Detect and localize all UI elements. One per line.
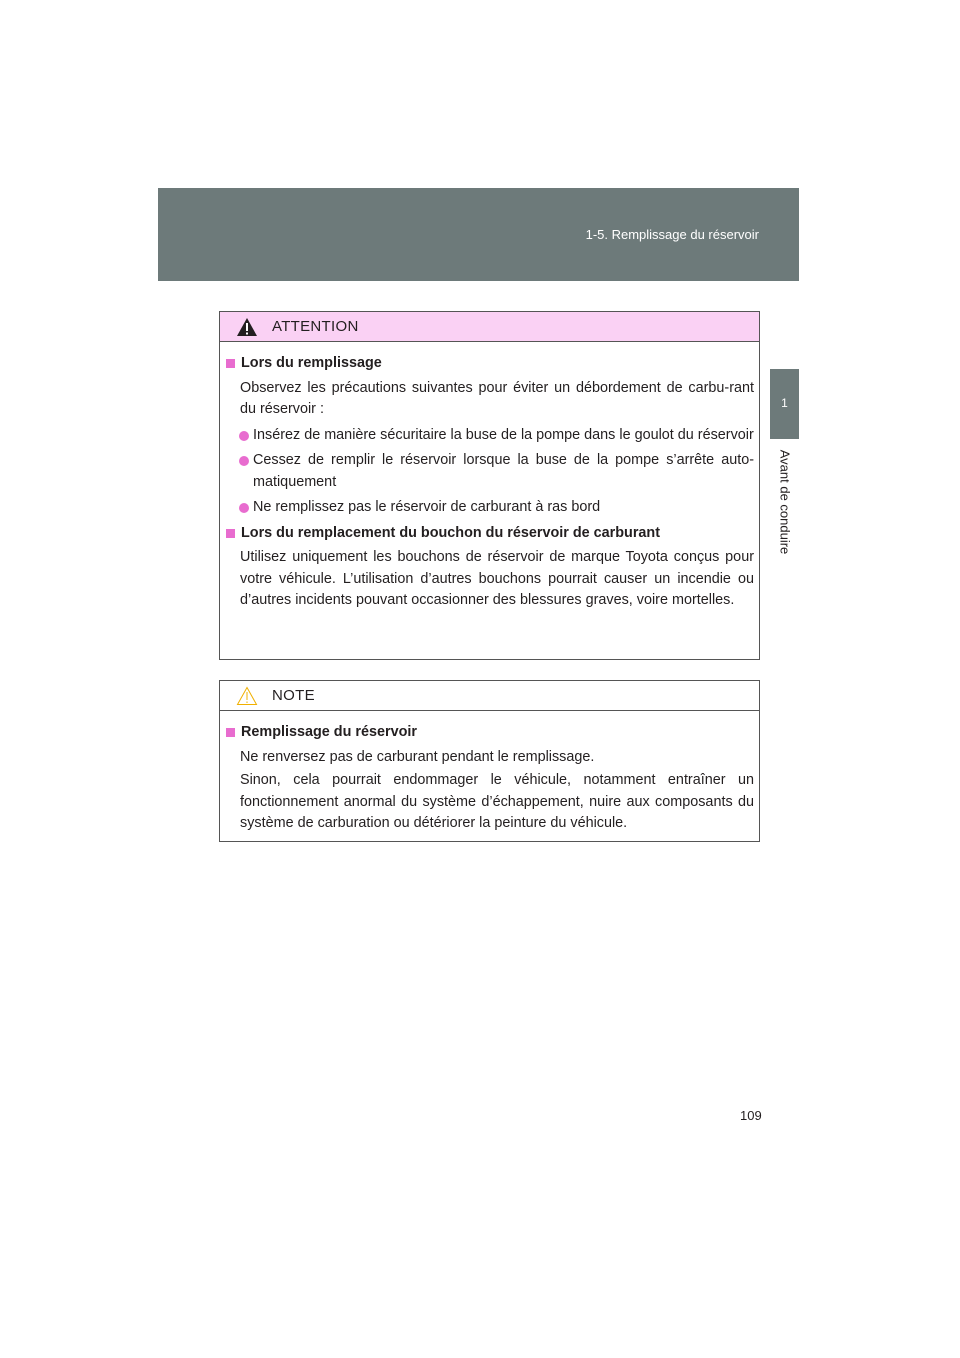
heading-text: Lors du remplissage — [241, 355, 382, 371]
section-heading — [224, 722, 754, 744]
chapter-number: 1 — [781, 396, 788, 410]
note-title: NOTE — [272, 687, 315, 704]
list-item — [224, 425, 754, 447]
paragraph: Sinon, cela pourrait endommager le véhicule, notamment entraîner un fonctionnement anormal du système d’échappement, nuire aux composants du système de carburation ou détériorer la peinture du véhicule. — [240, 772, 754, 831]
heading-text: Lors du remplacement du bouchon du réservoir de carburant — [241, 524, 661, 541]
paragraph: Observez les précautions suivantes pour éviter un débordement de carbu-rant du réservoir : — [240, 379, 754, 417]
chapter-label: Avant de conduire — [777, 449, 793, 555]
paragraph: Utilisez uniquement les bouchons de réservoir de marque Toyota conçus pour votre véhicule. L’utilisation d’autres bouchons pourrait causer un incendie ou d’autres incidents pouvant occasionner des blessures graves, voire mortelles. — [240, 549, 754, 608]
round-bullet-icon — [239, 456, 249, 466]
attention-header — [220, 312, 759, 342]
header-band — [158, 188, 799, 281]
square-bullet-icon — [226, 359, 235, 368]
attention-body — [220, 342, 759, 612]
chapter-tab[interactable] — [770, 369, 799, 439]
list-item — [224, 450, 754, 493]
square-bullet-icon — [226, 529, 235, 538]
attention-box — [219, 311, 760, 660]
list-item-text: Cessez de remplir le réservoir lorsque la buse de la pompe s’arrête auto-matiquement — [253, 452, 754, 490]
note-body — [220, 711, 759, 835]
page-number: 109 — [740, 1108, 762, 1123]
section-heading — [224, 523, 754, 545]
round-bullet-icon — [239, 431, 249, 441]
heading-text: Remplissage du réservoir — [241, 724, 417, 740]
section-heading — [224, 353, 754, 375]
square-bullet-icon — [226, 728, 235, 737]
paragraph: Ne renversez pas de carburant pendant le remplissage. — [240, 748, 595, 765]
list-item — [224, 497, 754, 519]
section-title: 1-5. Remplissage du réservoir — [585, 227, 759, 242]
list-item-text: Ne remplissez pas le réservoir de carburant à ras bord — [253, 499, 601, 515]
warning-triangle-outline-icon — [236, 686, 258, 706]
note-box — [219, 680, 760, 842]
attention-title: ATTENTION — [272, 318, 359, 335]
list-item-text: Insérez de manière sécuritaire la buse de la pompe dans le goulot du réservoir — [253, 426, 754, 443]
round-bullet-icon — [239, 503, 249, 513]
note-header — [220, 681, 759, 711]
warning-triangle-filled-icon — [236, 317, 258, 337]
